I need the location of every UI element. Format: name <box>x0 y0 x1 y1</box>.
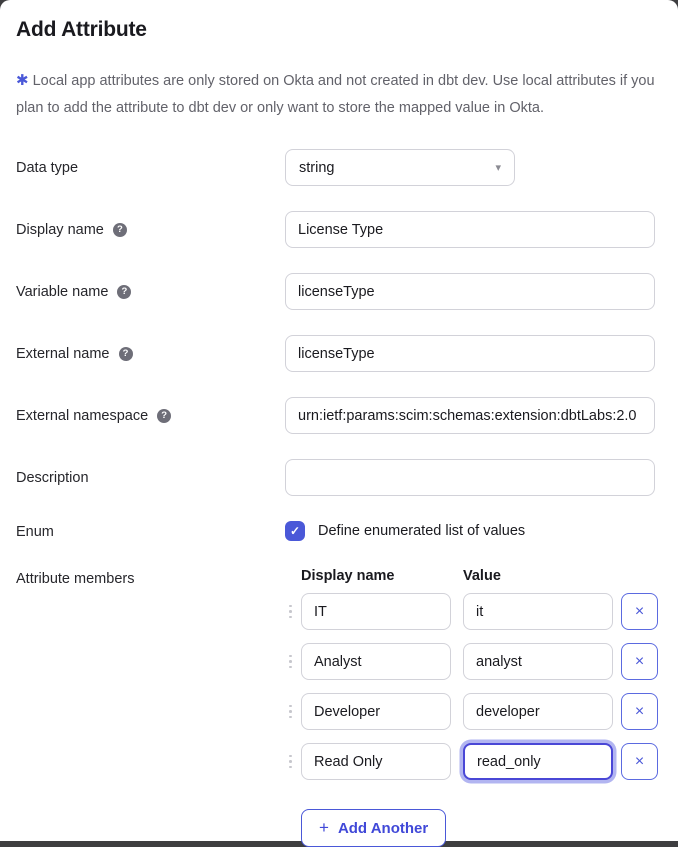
enum-label: Enum <box>16 524 54 541</box>
field-row-variable-name <box>16 273 662 310</box>
display-name-input[interactable] <box>285 211 655 248</box>
member-display-name-input[interactable] <box>301 593 451 630</box>
enum-checkbox-label: Define enumerated list of values <box>318 523 526 540</box>
field-row-external-namespace <box>16 397 662 434</box>
member-row <box>285 693 662 730</box>
members-col-display-name: Display name <box>301 568 395 585</box>
enum-checkbox[interactable]: ✓ <box>285 521 305 541</box>
local-attribute-note <box>16 67 664 121</box>
remove-member-button[interactable] <box>621 693 658 730</box>
member-value-input[interactable] <box>463 693 613 730</box>
add-attribute-form <box>16 149 662 847</box>
drag-handle-icon[interactable] <box>285 743 301 780</box>
member-value-input[interactable] <box>463 643 613 680</box>
external-namespace-label: External namespace <box>16 407 149 424</box>
note-text: Local app attributes are only stored on Okta and not created in dbt dev. Use local attributes if you plan to add the attribute to dbt dev or only want to store the mapped value in Okta. <box>16 73 655 116</box>
drag-handle-icon[interactable] <box>285 593 301 630</box>
field-row-external-name <box>16 335 662 372</box>
member-value-input[interactable] <box>463 593 613 630</box>
member-display-name-input[interactable] <box>301 693 451 730</box>
external-name-input[interactable] <box>285 335 655 372</box>
close-icon: × <box>634 652 645 670</box>
description-label: Description <box>16 469 89 486</box>
data-type-selected-value: string <box>299 159 335 176</box>
add-another-label: Add Another <box>337 819 429 837</box>
remove-member-button[interactable] <box>621 743 658 780</box>
close-icon: × <box>634 702 645 720</box>
drag-handle-icon[interactable] <box>285 693 301 730</box>
plus-icon: + <box>319 818 329 838</box>
field-label-col <box>16 459 285 496</box>
field-row-data-type <box>16 149 662 186</box>
remove-member-button[interactable] <box>621 643 658 680</box>
remove-member-button[interactable] <box>621 593 658 630</box>
variable-name-label: Variable name <box>16 283 109 300</box>
page-title: Add Attribute <box>16 18 147 41</box>
field-row-attribute-members <box>16 568 662 847</box>
help-icon[interactable]: ? <box>117 285 131 299</box>
field-row-display-name <box>16 211 662 248</box>
members-col-value: Value <box>463 568 501 585</box>
caret-down-icon: ▾ <box>495 162 501 175</box>
enum-checkbox-wrap <box>285 521 525 541</box>
member-value-input-focused[interactable] <box>463 743 613 780</box>
asterisk-icon: ✱ <box>16 72 29 89</box>
description-input[interactable] <box>285 459 655 496</box>
members-header <box>285 568 662 584</box>
member-row <box>285 593 662 630</box>
help-icon[interactable]: ? <box>119 347 133 361</box>
help-icon[interactable]: ? <box>113 223 127 237</box>
attribute-members-list <box>285 568 662 847</box>
field-label-col <box>16 397 285 434</box>
external-namespace-input[interactable] <box>285 397 655 434</box>
variable-name-input[interactable] <box>285 273 655 310</box>
drag-handle-icon[interactable] <box>285 643 301 680</box>
field-label-col <box>16 273 285 310</box>
field-label-col <box>16 211 285 248</box>
data-type-label: Data type <box>16 159 79 176</box>
external-name-label: External name <box>16 345 110 362</box>
add-another-button[interactable] <box>301 809 446 847</box>
help-icon[interactable]: ? <box>157 409 171 423</box>
member-row <box>285 643 662 680</box>
field-label-col <box>16 335 285 372</box>
field-label-col <box>16 521 285 543</box>
close-icon: × <box>634 602 645 620</box>
member-display-name-input[interactable] <box>301 743 451 780</box>
data-type-select[interactable] <box>285 149 515 186</box>
display-name-label: Display name <box>16 221 104 238</box>
field-label-col <box>16 149 285 186</box>
field-row-enum <box>16 521 662 543</box>
member-display-name-input[interactable] <box>301 643 451 680</box>
attribute-members-label: Attribute members <box>16 571 135 588</box>
close-icon: × <box>634 752 645 770</box>
member-row <box>285 743 662 780</box>
field-label-col <box>16 568 285 590</box>
field-row-description <box>16 459 662 496</box>
